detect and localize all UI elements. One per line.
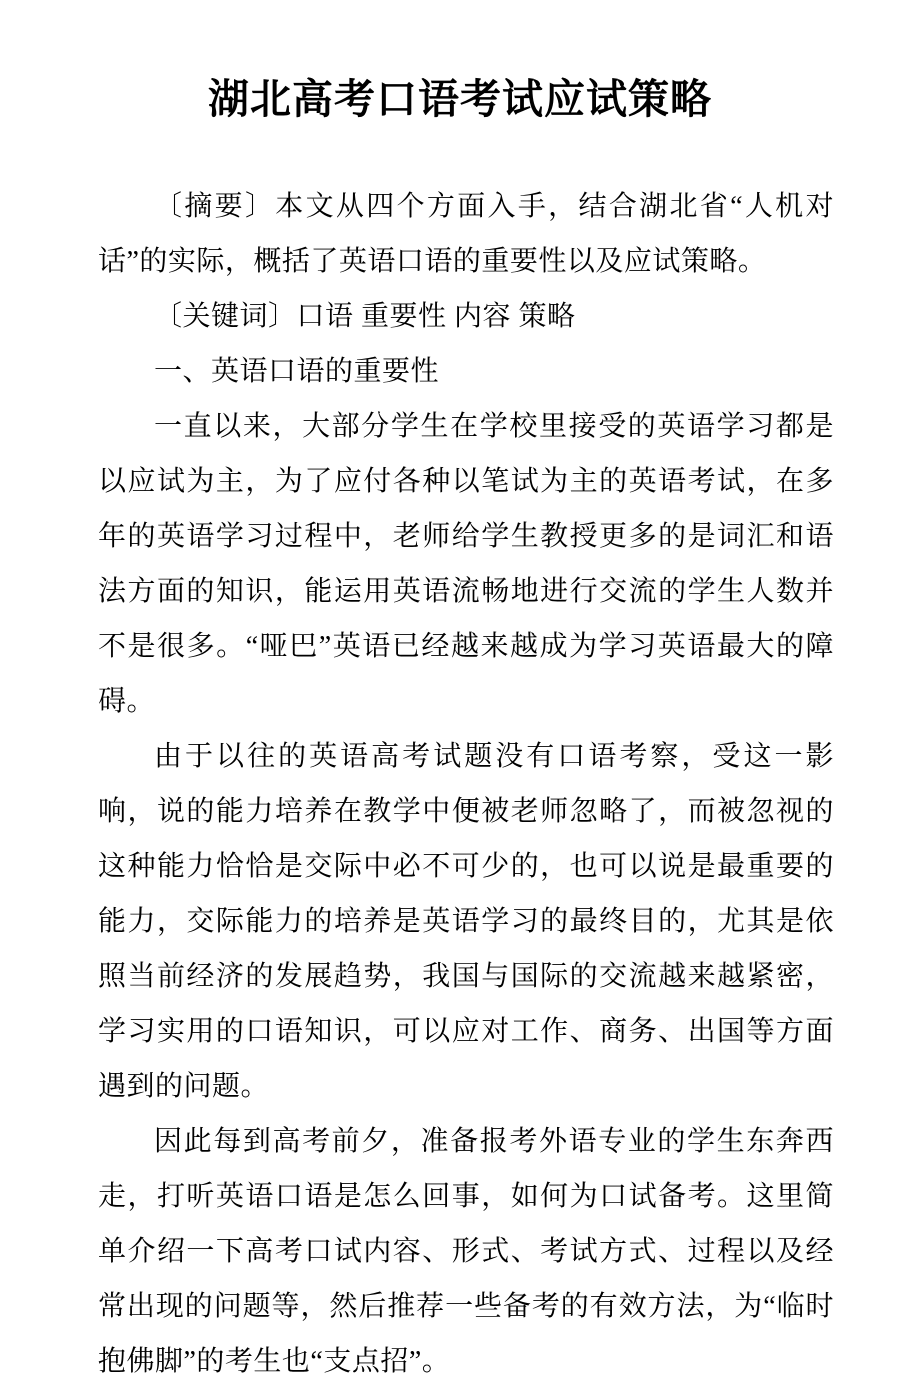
paragraph-keywords: 〔关键词〕口语 重要性 内容 策略 <box>154 301 576 333</box>
paragraph-body-3: 因此每到高考前夕，准备报考外语专业的学生东奔西走，打听英语口语是怎么回事，如何为口试备考。这里简单介绍一下高考口试内容、形式、考试方式、过程以及经常出现的问题等，然后推荐一些备考的有效方法，为“临时抱佛脚”的考生也“支点招”。 <box>98 1126 834 1378</box>
section-heading-importance: 一、英语口语的重要性 <box>154 356 440 388</box>
paragraph-body-1: 一直以来，大部分学生在学校里接受的英语学习都是以应试为主，为了应付各种以笔试为主的英语考试，在多年的英语学习过程中，老师给学生教授更多的是词汇和语法方面的知识，能运用英语流畅地进行交流的学生人数并不是很多。“哑巴”英语已经越来越成为学习英语最大的障碍。 <box>98 411 834 718</box>
paragraph-body-2: 由于以往的英语高考试题没有口语考察，受这一影响，说的能力培养在教学中便被老师忽略了，而被忽视的这种能力恰恰是交际中必不可少的，也可以说是最重要的能力，交际能力的培养是英语学习的最终目的，尤其是依照当前经济的发展趋势，我国与国际的交流越来越紧密，学习实用的口语知识，可以应对工作、商务、出国等方面遇到的问题。 <box>98 741 834 1103</box>
document-title: 湖北高考口语考试应试策略 <box>208 76 712 122</box>
paragraph-abstract: 〔摘要〕本文从四个方面入手，结合湖北省“人机对话”的实际，概括了英语口语的重要性以及应试策略。 <box>98 191 834 278</box>
document-body <box>98 179 834 1389</box>
